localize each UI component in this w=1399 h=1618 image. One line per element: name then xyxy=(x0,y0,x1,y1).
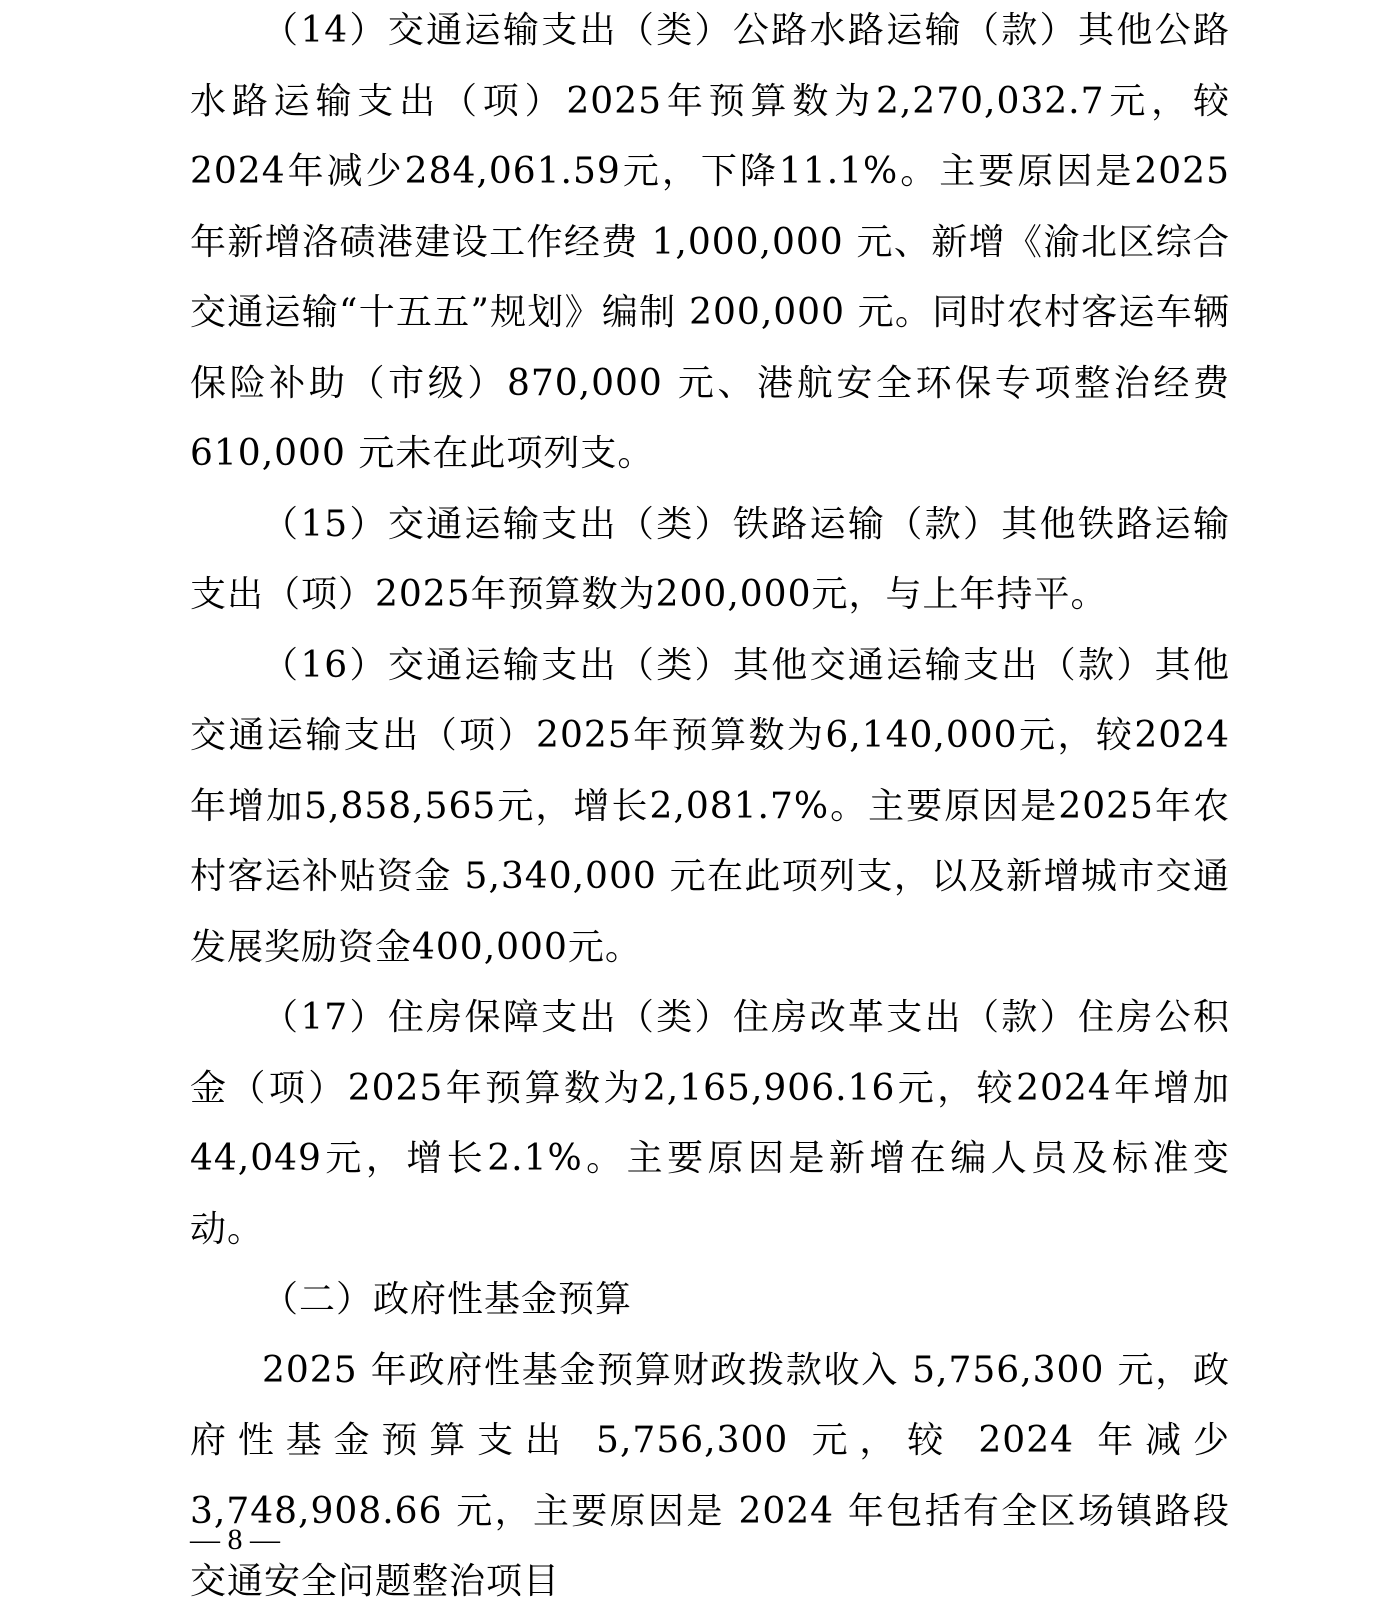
document-page xyxy=(190,0,1230,1618)
paragraph-14: （14）交通运输支出（类）公路水路运输（款）其他公路水路运输支出（项）2025年预算数为2,270,032.7元，较2024年减少284,061.59元，下降11.1%。主要原因是2025年新增洛碛港建设工作经费 1,000,000 元、新增《渝北区综合交通运输“十五五”规划》编制 200,000 元。同时农村客运车辆保险补助（市级）870,000 元、港航安全环保专项整治经费 610,000 元未在此项列支。 xyxy=(190,10,1230,474)
paragraph-15: （15）交通运输支出（类）铁路运输（款）其他铁路运输支出（项）2025年预算数为200,000元，与上年持平。 xyxy=(190,503,1230,615)
paragraph-17: （17）住房保障支出（类）住房改革支出（款）住房公积金（项）2025年预算数为2,165,906.16元，较2024年增加44,049元，增长2.1%。主要原因是新增在编人员及标准变动。 xyxy=(190,997,1230,1250)
page-number: — 8 — xyxy=(190,1523,280,1556)
section-heading-government-fund-budget: （二）政府性基金预算 xyxy=(262,1279,633,1320)
paragraph-government-fund-budget: 2025 年政府性基金预算财政拨款收入 5,756,300 元，政府性基金预算支出 5,756,300 元，较 2024 年减少 3,748,908.66 元，主要原因是 2024 年包括有全区场镇路段交通安全问题整治项目 xyxy=(190,1349,1230,1602)
paragraph-16: （16）交通运输支出（类）其他交通运输支出（款）其他交通运输支出（项）2025年预算数为6,140,000元，较2024年增加5,858,565元，增长2,081.7%。主要原因是2025年农村客运补贴资金 5,340,000 元在此项列支，以及新增城市交通发展奖励资金400,000元。 xyxy=(190,644,1230,968)
